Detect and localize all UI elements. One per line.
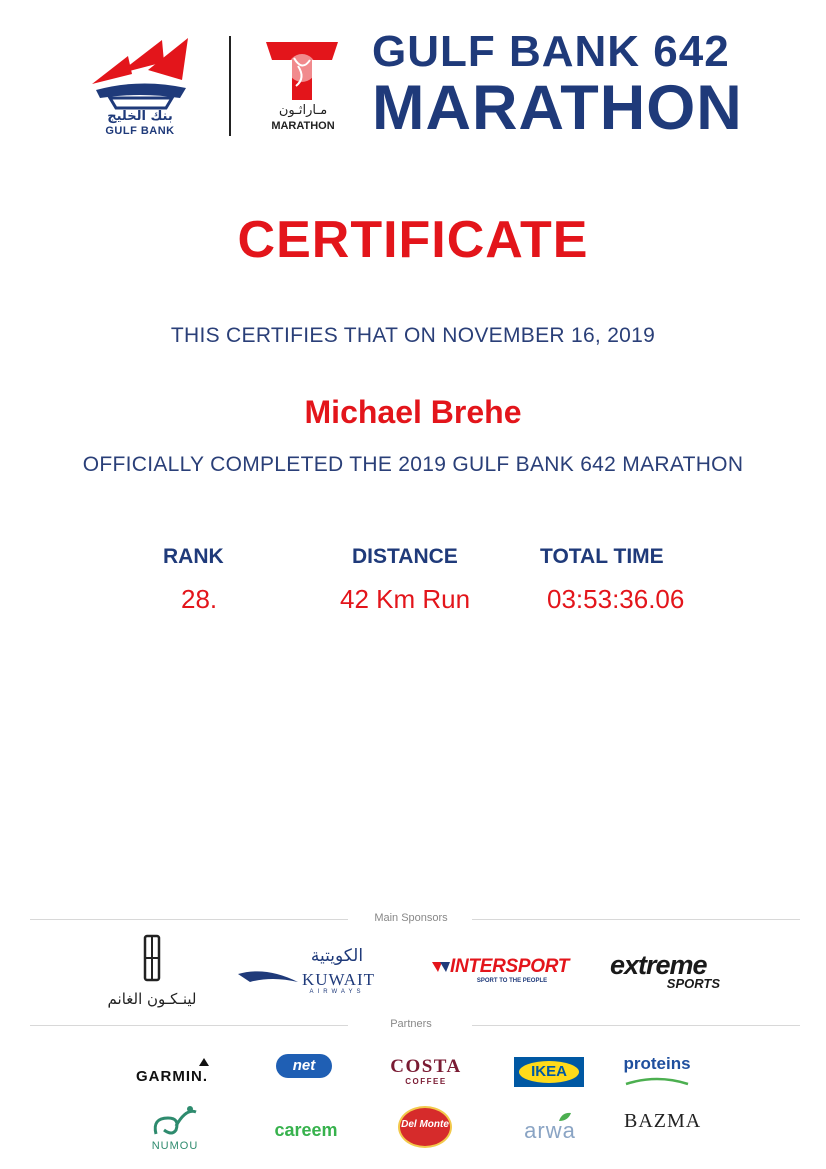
partner-bazma bbox=[624, 1110, 702, 1142]
sponsor-extreme-sports bbox=[610, 950, 726, 994]
net-name: net bbox=[292, 1057, 316, 1074]
careem-name: careem bbox=[274, 1120, 338, 1140]
kuwait-airways-arabic: الكويتية bbox=[310, 946, 364, 966]
sponsor-intersport bbox=[430, 956, 574, 990]
partners-rule-right bbox=[472, 1025, 800, 1026]
partner-numou bbox=[146, 1104, 204, 1156]
marathon-logo-arabic: مـاراثـون bbox=[278, 103, 328, 118]
completed-line: OFFICIALLY COMPLETED THE 2019 GULF BANK 642 MARATHON bbox=[82, 453, 744, 476]
extreme-sub: SPORTS bbox=[666, 976, 720, 991]
partner-ikea bbox=[514, 1057, 584, 1087]
ikea-name: IKEA bbox=[531, 1063, 567, 1080]
lincoln-arabic-text: لينـكـون الغانم bbox=[107, 990, 197, 1008]
certifies-line: THIS CERTIFIES THAT ON NOVEMBER 16, 2019 bbox=[170, 324, 656, 347]
sponsor-kuwait-airways bbox=[236, 944, 376, 1000]
header-divider bbox=[229, 36, 231, 136]
del-monte-name: Del Monte bbox=[401, 1119, 449, 1130]
costa-name: COSTA bbox=[390, 1056, 462, 1077]
lincoln-star-icon bbox=[90, 934, 214, 984]
intersport-name: INTERSPORT bbox=[450, 956, 570, 977]
marathon-logo bbox=[262, 38, 344, 136]
gulf-bank-english-text: GULF BANK bbox=[105, 125, 175, 137]
kuwait-airways-name: KUWAIT bbox=[302, 970, 376, 989]
main-sponsors-rule-left bbox=[30, 919, 348, 920]
partner-garmin bbox=[136, 1058, 216, 1086]
main-sponsors-rule-right bbox=[472, 919, 800, 920]
distance-label: DISTANCE bbox=[352, 545, 458, 568]
numou-mark-icon bbox=[146, 1104, 204, 1138]
642-emblem-icon bbox=[262, 38, 342, 106]
extreme-name: extreme bbox=[610, 950, 707, 980]
kuwait-airways-bird-icon bbox=[236, 956, 300, 996]
dhow-sail-icon bbox=[88, 34, 192, 112]
partner-net bbox=[274, 1054, 336, 1090]
garmin-name: GARMIN. bbox=[136, 1068, 208, 1085]
total-time-label: TOTAL TIME bbox=[540, 545, 664, 568]
bazma-name: BAZMA bbox=[624, 1110, 702, 1132]
gulf-bank-logo bbox=[88, 34, 192, 138]
event-title-line1: GULF BANK 642 bbox=[372, 27, 730, 76]
partner-proteins bbox=[622, 1054, 692, 1090]
participant-name: Michael Brehe bbox=[304, 394, 522, 430]
partner-del-monte bbox=[398, 1106, 452, 1150]
partners-label: Partners bbox=[390, 1018, 432, 1030]
arwa-name: arwa bbox=[524, 1118, 576, 1143]
certificate-heading: CERTIFICATE bbox=[237, 211, 589, 269]
event-title-line2: MARATHON bbox=[372, 73, 743, 143]
gulf-bank-arabic-text: بنك الخليج bbox=[107, 109, 173, 124]
distance-value: 42 Km Run bbox=[340, 584, 471, 614]
rank-label: RANK bbox=[163, 545, 224, 568]
proteins-name: proteins bbox=[623, 1054, 691, 1073]
rank-value: 28. bbox=[181, 584, 218, 614]
partner-costa bbox=[388, 1056, 464, 1088]
partner-arwa bbox=[512, 1112, 588, 1144]
total-time-value: 03:53:36.06 bbox=[547, 584, 685, 614]
marathon-logo-english: MARATHON bbox=[271, 120, 335, 132]
intersport-tagline: SPORT TO THE PEOPLE bbox=[476, 978, 548, 984]
sponsor-lincoln-alghanim bbox=[90, 934, 214, 1014]
kuwait-airways-sub: AIRWAYS bbox=[309, 989, 365, 995]
main-sponsors-label: Main Sponsors bbox=[374, 912, 448, 924]
event-title bbox=[372, 27, 743, 143]
garmin-triangle-icon bbox=[199, 1058, 209, 1066]
costa-sub: COFFEE bbox=[405, 1077, 447, 1086]
intersport-mark-icon bbox=[432, 960, 450, 974]
partners-rule-left bbox=[30, 1025, 348, 1026]
partner-careem bbox=[268, 1120, 344, 1144]
proteins-swoosh-icon bbox=[622, 1074, 692, 1088]
numou-name: NUMOU bbox=[151, 1140, 199, 1152]
